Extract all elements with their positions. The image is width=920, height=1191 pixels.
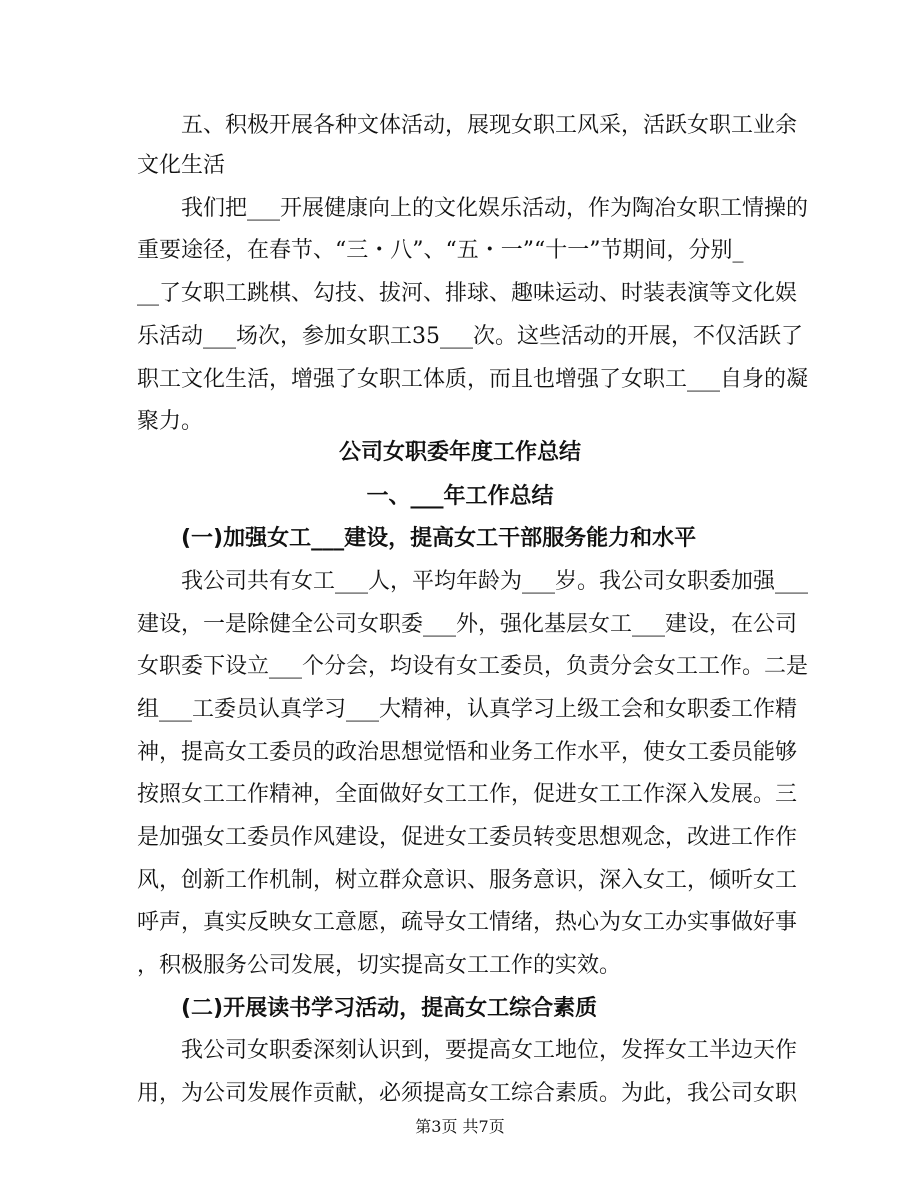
section5-body-line-5: 职工文化生活，增强了女职工体质，而且也增强了女职工___自身的凝 bbox=[137, 367, 809, 392]
subsection-1-line-8: 风，创新工作机制，树立群众意识、服务意识，深入女工，倾听女工 bbox=[137, 868, 798, 893]
section-heading-1: 一、___年工作总结 bbox=[366, 484, 554, 509]
subsection-2-title: (二)开展读书学习活动，提高女工综合素质 bbox=[181, 996, 598, 1021]
document-title: 公司女职委年度工作总结 bbox=[338, 440, 581, 465]
section5-heading-line-2: 文化生活 bbox=[137, 153, 226, 178]
subsection-1-line-10: ，积极服务公司发展，切实提高女工工作的实效。 bbox=[137, 953, 622, 978]
subsection-1-line-1: 我公司共有女工___人，平均年龄为___岁。我公司女职委加强___ bbox=[181, 569, 809, 594]
subsection-1-title: (一)加强女工___建设，提高女工干部服务能力和水平 bbox=[181, 526, 697, 551]
subsection-1-line-4: 组___工委员认真学习___大精神，认真学习上级工会和女职委工作精 bbox=[137, 697, 798, 722]
subsection-1-line-7: 是加强女工委员作风建设，促进女工委员转变思想观念，改进工作作 bbox=[137, 825, 798, 850]
section5-body-line-6: 聚力。 bbox=[137, 409, 204, 434]
subsection-1-line-3: 女职委下设立___个分会，均设有女工委员，负责分会女工工作。二是 bbox=[137, 654, 809, 679]
section5-body-line-4: 乐活动___场次，参加女职工35___次。这些活动的开展，不仅活跃了 bbox=[137, 324, 803, 349]
subsection-1-line-2: 建设，一是除健全公司女职委___外，强化基层女工___建设，在公司 bbox=[137, 612, 798, 637]
subsection-1-line-6: 按照女工工作精神，全面做好女工工作，促进女工工作深入发展。三 bbox=[137, 782, 798, 807]
section5-body-line-1: 我们把___开展健康向上的文化娱乐活动，作为陶冶女职工情操的 bbox=[181, 196, 809, 221]
subsection-2-line-1: 我公司女职委深刻认识到，要提高女工地位，发挥女工半边天作 bbox=[181, 1038, 798, 1063]
page-number-footer: 第3页 共7页 bbox=[415, 1117, 505, 1136]
subsection-1-line-5: 神，提高女工委员的政治思想觉悟和业务工作水平，使女工委员能够 bbox=[137, 740, 798, 765]
section5-heading-line-1: 五、积极开展各种文体活动，展现女职工风采，活跃女职工业余 bbox=[181, 113, 798, 138]
section5-body-line-2: 重要途径，在春节、“三・八”、“五・一”“十一”节期间，分别_ bbox=[137, 238, 744, 263]
subsection-2-line-2: 用，为公司发展作贡献，必须提高女工综合素质。为此，我公司女职 bbox=[137, 1081, 798, 1106]
subsection-1-line-9: 呼声，真实反映女工意愿，疏导女工情绪，热心为女工办实事做好事 bbox=[137, 910, 798, 935]
section5-body-line-3: __了女职工跳棋、勾技、拔河、排球、趣味运动、时装表演等文化娱 bbox=[137, 281, 798, 306]
